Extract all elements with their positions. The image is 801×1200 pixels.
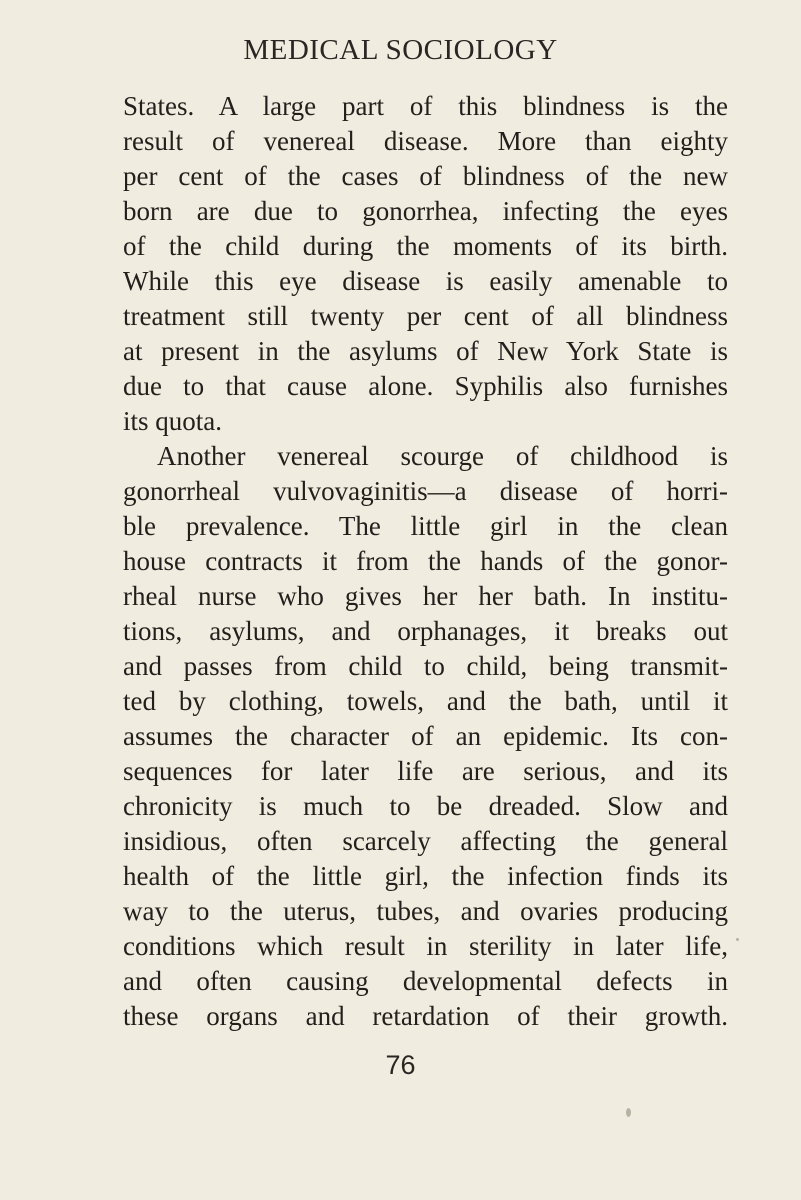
text-line: chronicity is much to be dreaded. Slow and bbox=[123, 791, 728, 821]
text-line: result of venereal disease. More than eighty bbox=[123, 126, 728, 156]
page-number: 76 bbox=[385, 1050, 416, 1080]
text-line: sequences for later life are serious, and its bbox=[123, 756, 728, 786]
text-line: at present in the asylums of New York State is bbox=[123, 336, 728, 366]
text-line: gonorrheal vulvovaginitis—a disease of horri- bbox=[123, 476, 728, 506]
text-line: assumes the character of an epidemic. Its con- bbox=[123, 721, 728, 751]
text-line: of the child during the moments of its birth. bbox=[123, 231, 728, 261]
text-line: per cent of the cases of blindness of the new bbox=[123, 161, 728, 191]
text-line: ble prevalence. The little girl in the clean bbox=[123, 511, 728, 541]
text-line: these organs and retardation of their growth. bbox=[123, 1001, 728, 1031]
text-line: way to the uterus, tubes, and ovaries producing bbox=[123, 896, 728, 926]
text-line: house contracts it from the hands of the gonor- bbox=[123, 546, 728, 576]
text-line: conditions which result in sterility in later life, bbox=[123, 931, 728, 961]
text-line: ted by clothing, towels, and the bath, until it bbox=[123, 686, 728, 716]
text-line: States. A large part of this blindness is the bbox=[123, 91, 728, 121]
text-line: treatment still twenty per cent of all blindness bbox=[123, 301, 728, 331]
text-line: and often causing developmental defects in bbox=[123, 966, 728, 996]
text-line: rheal nurse who gives her her bath. In institu- bbox=[123, 581, 728, 611]
text-line: Another venereal scourge of childhood is bbox=[157, 441, 728, 471]
text-line: its quota. bbox=[123, 406, 222, 436]
text-line: While this eye disease is easily amenable to bbox=[123, 266, 728, 296]
body-text bbox=[123, 89, 728, 1034]
text-line: born are due to gonorrhea, infecting the eyes bbox=[123, 196, 728, 226]
paper-speck bbox=[626, 1108, 631, 1117]
text-line: tions, asylums, and orphanages, it breaks out bbox=[123, 616, 728, 646]
text-line: health of the little girl, the infection finds its bbox=[123, 861, 728, 891]
text-line: insidious, often scarcely affecting the general bbox=[123, 826, 728, 856]
text-line: due to that cause alone. Syphilis also furnishes bbox=[123, 371, 728, 401]
running-head: MEDICAL SOCIOLOGY bbox=[243, 34, 558, 66]
paper-speck bbox=[736, 938, 739, 941]
text-line: and passes from child to child, being transmit- bbox=[123, 651, 728, 681]
